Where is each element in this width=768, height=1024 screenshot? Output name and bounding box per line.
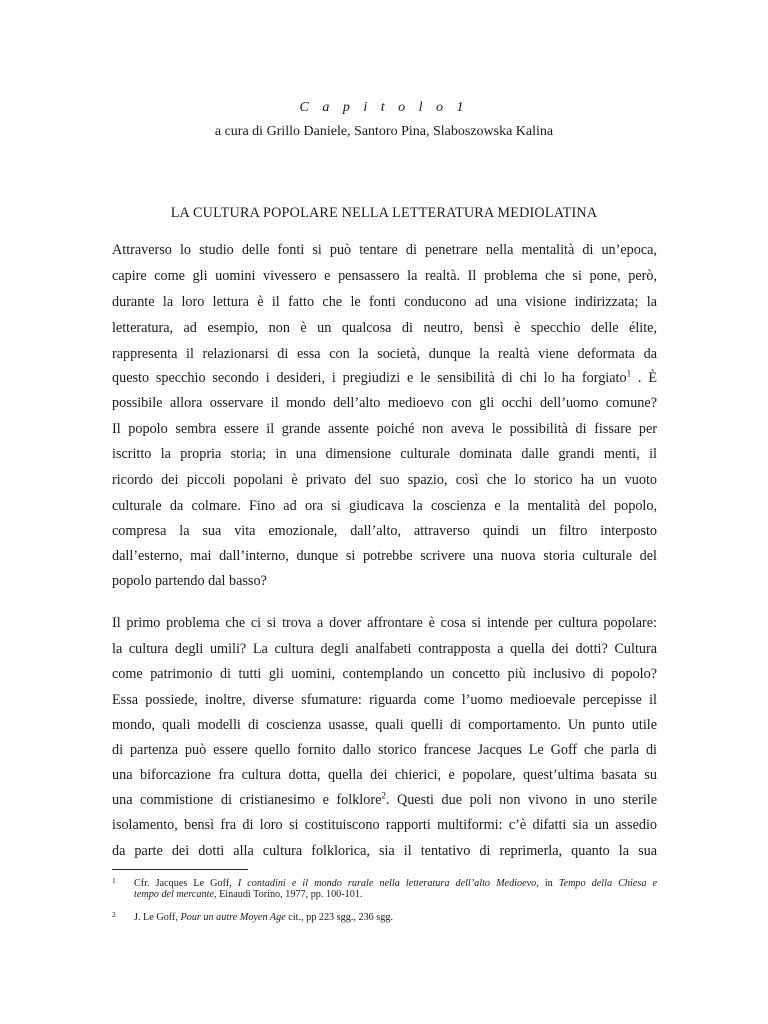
chapter-label: C a p i t o l o 1 [299,100,469,115]
text-line: una biforcazione fra cultura dotta, quella dei chierici, e popolare, quest’ultima basata su [112,767,657,783]
text-segment: . Questi due poli non vivono in uno sterile [385,792,658,808]
text-line: popolo partendo dal basso? [112,573,267,589]
text-line [112,370,657,387]
footnote-marker: 2 [112,910,116,919]
text-line: possibile allora osservare il mondo dell’alto medioevo con gli occhi dell’uomo comune? [112,395,657,411]
text-line: di partenza può essere quello fornito dallo storico francese Jacques Le Goff che parla di [112,742,657,758]
footnote-text: , Einaudi Torino, 1977, pp. 100-101. [213,889,363,900]
text-line: iscritto la propria storia; in una dimensione culturale dominata dalle grandi menti, il [112,446,657,462]
text-segment: . È [631,370,657,386]
footnote-text: cit., pp 223 sgg., 236 sgg. [285,912,394,923]
footnote-separator [112,869,248,870]
footnote-title: tempo del mercante [134,889,214,900]
text-line: come patrimonio di tutti gli uomini, contemplando un concetto più inclusivo di popolo? [112,666,657,682]
footnote-title: Tempo della Chiesa e [558,878,657,889]
text-segment: una commistione di cristianesimo e folklore [112,792,382,808]
text-line: la cultura degli umili? La cultura degli analfabeti contrapposta a quella dei dotti? Cultura [112,641,657,657]
text-line: rappresenta il relazionarsi di essa con la società, dunque la realtà viene deformata da [112,346,657,362]
text-line: ricordo dei piccoli popolani è privato del suo spazio, così che lo storico ha un vuoto [112,472,657,488]
authors-line: a cura di Grillo Daniele, Santoro Pina, Slaboszowska Kalina [214,124,554,139]
text-line: compresa la sua vita emozionale, dall’alto, attraverso quindi un filtro interposto [112,523,657,539]
footnote-text: Cfr. Jacques Le Goff, [134,878,238,889]
footnote-ref-2[interactable]: 2 [381,790,386,801]
text-line: isolamento, bensì fra di loro si costituiscono rapporti multiformi: c’è difatti sia un assedio [112,817,657,833]
text-segment: questo specchio secondo i desideri, i pregiudizi e le sensibilità di chi lo ha forgiato [112,370,627,386]
footnote-title: I contadini e il mondo rurale nella letteratura dell’alto Medioevo [237,878,537,889]
footnote-title: Pour un autre Moyen Age [180,912,286,923]
text-line: Il primo problema che ci si trova a dover affrontare è cosa si intende per cultura popolare: [112,615,657,631]
text-line: durante la loro lettura è il fatto che le fonti conducono ad una visione indirizzata; la [112,294,657,310]
footnote-text: , in [536,878,559,889]
footnote-ref-1[interactable]: 1 [626,368,632,379]
text-line: culturale da colmare. Fino ad ora si giudicava la coscienza e la mentalità del popolo, [112,498,657,514]
text-line: mondo, quali modelli di coscienza usasse, quali quelli di comportamento. Un punto utile [112,717,657,733]
footnote-marker: 1 [112,876,116,885]
footnote-1-cont [112,887,657,902]
text-line [112,792,657,809]
footnote-2 [112,907,657,925]
text-line: da parte dei dotti alla cultura folklorica, sia il tentativo di reprimerla, quanto la sua [112,843,657,859]
text-line: Il popolo sembra essere il grande assente poiché non aveva le possibilità di fissare per [112,421,657,437]
footnote-text: J. Le Goff, [134,912,181,923]
text-line: Attraverso lo studio delle fonti si può tentare di penetrare nella mentalità di un’epoca, [112,242,657,258]
text-line: letteratura, ad esempio, non è un qualcosa di neutro, bensì è specchio delle élite, [112,320,657,336]
text-line: dall’esterno, mai dall’interno, dunque si potrebbe scrivere una nuova storia culturale del [112,548,657,564]
section-title: LA CULTURA POPOLARE NELLA LETTERATURA MEDIOLATINA [170,205,598,221]
text-line: Essa possiede, inoltre, diverse sfumature: riguarda come l’uomo medioevale percepisse il [112,692,657,708]
text-line: capire come gli uomini vivessero e pensassero la realtà. Il problema che si pone, però, [112,268,657,284]
